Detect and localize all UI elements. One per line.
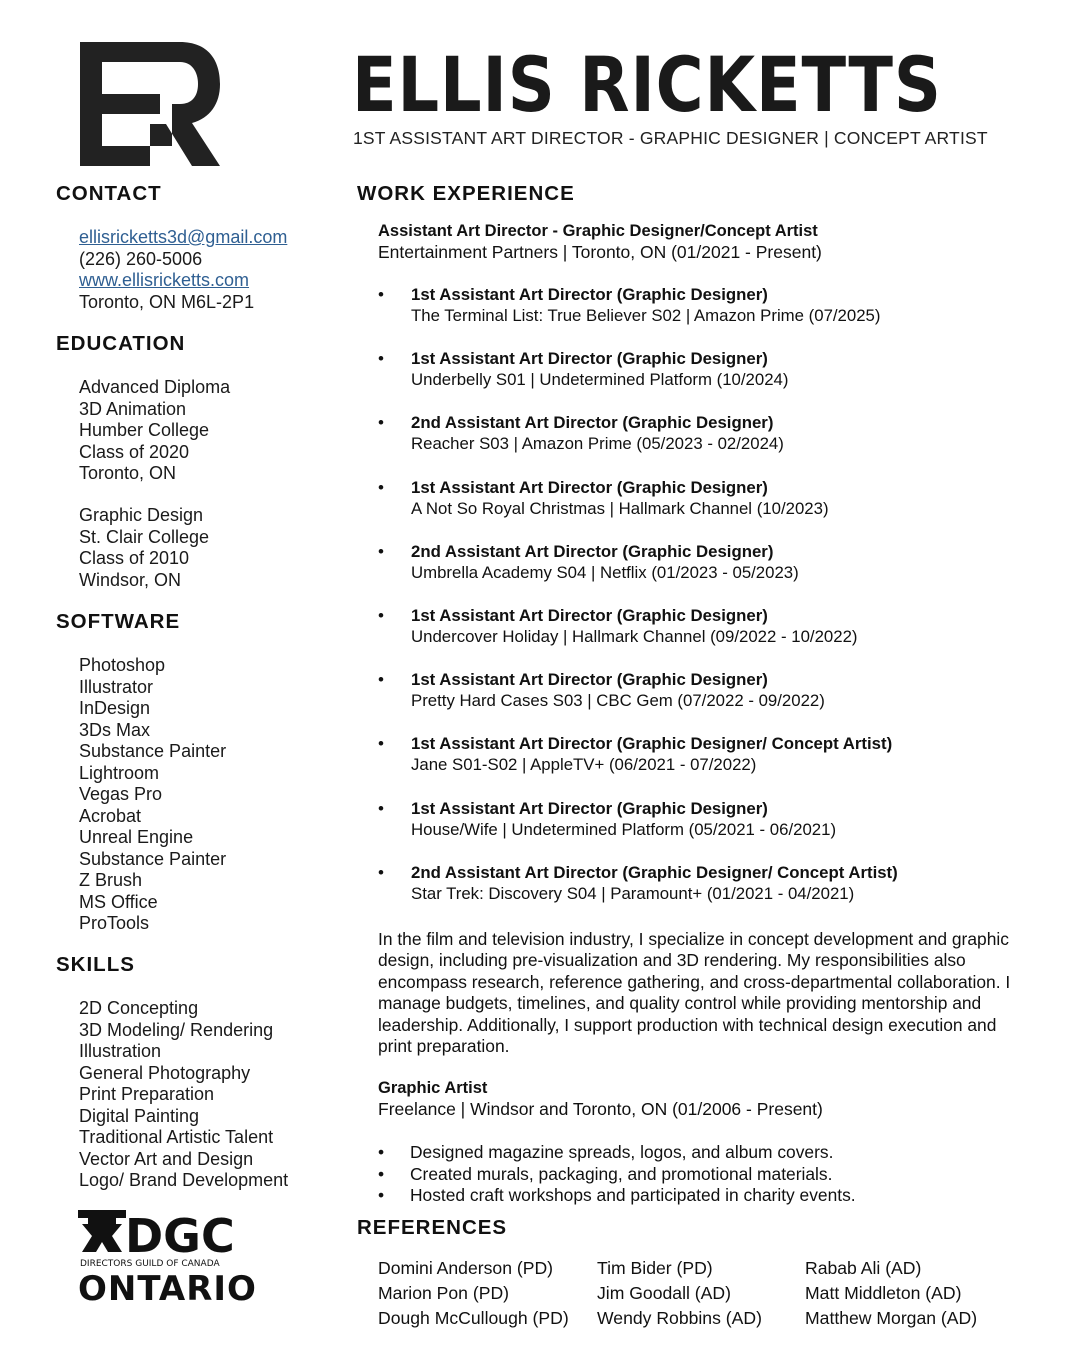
education-entry-1	[79, 377, 230, 485]
dgc-ontario-logo	[78, 1206, 258, 1302]
reference-item: Matt Middleton (AD)	[805, 1283, 962, 1303]
bullet-icon: •	[378, 349, 384, 369]
bullet-icon: •	[378, 798, 384, 818]
phone-number: (226) 260-5006	[79, 248, 203, 269]
bullet-icon: •	[378, 734, 384, 754]
second-role-title: Graphic Artist	[378, 1079, 488, 1097]
software-item: Z Brush	[79, 870, 143, 890]
education-heading: EDUCATION	[56, 332, 186, 355]
contact-heading: CONTACT	[56, 182, 162, 205]
bullet-icon: •	[378, 606, 384, 625]
software-item: Illustrator	[79, 676, 154, 697]
education-line: 3D Animation	[79, 398, 187, 419]
dgc-small-text: DIRECTORS GUILD OF CANADA	[80, 1259, 220, 1269]
credit-title: 2nd Assistant Art Director (Graphic Designer/ Concept Artist)	[411, 862, 898, 882]
credit-title: 1st Assistant Art Director (Graphic Designer)	[411, 285, 768, 304]
list-item: • Created murals, packaging, and promotional materials.	[378, 1163, 833, 1184]
credit-detail: Pretty Hard Cases S03 | CBC Gem (07/2022 - 09/2022)	[411, 691, 825, 711]
skills-heading: SKILLS	[56, 953, 135, 976]
software-item: Substance Painter	[79, 741, 227, 761]
work-experience-heading: WORK EXPERIENCE	[357, 182, 575, 205]
credit-title: 1st Assistant Art Director (Graphic Designer)	[411, 670, 768, 690]
software-item: Vegas Pro	[79, 784, 163, 804]
dgc-region: ONTARIO	[78, 1269, 257, 1302]
freelance-bullets	[378, 1142, 856, 1207]
credit-title: 1st Assistant Art Director (Graphic Designer)	[411, 349, 768, 369]
credit-detail: Star Trek: Discovery S04 | Paramount+ (01/2021 - 04/2021)	[411, 883, 855, 903]
credit-title: 2nd Assistant Art Director (Graphic Designer)	[411, 413, 774, 433]
education-line: Class of 2020	[79, 441, 190, 462]
bullet-icon: •	[378, 862, 384, 882]
skill-item: Print Preparation	[79, 1084, 215, 1104]
credit-detail: Undercover Holiday | Hallmark Channel (09/2022 - 10/2022)	[411, 627, 858, 646]
credit-detail: Umbrella Academy S04 | Netflix (01/2023 - 05/2023)	[411, 562, 799, 582]
software-item: InDesign	[79, 698, 151, 718]
email-link[interactable]: ellisricketts3d@gmail.com	[79, 227, 288, 247]
credit-detail: Underbelly S01 | Undetermined Platform (10/2024)	[411, 370, 789, 390]
applicant-name: ELLIS RICKETTS	[352, 40, 942, 129]
credit-title: 2nd Assistant Art Director (Graphic Designer)	[411, 541, 774, 561]
summary-paragraph: In the film and television industry, I specialize in concept development and graphic design, including pre-visualization and 3D rendering. My responsibilities also encompass research, reference gathering, and cross-departmental collaboration. I manage budgets, timelines, and quality control while providing mentorship and leadership. Additionally, I support production with technical design execution and print preparation.	[378, 929, 1011, 1057]
reference-item: Tim Bider (PD)	[597, 1258, 713, 1278]
job-title-subtitle: 1ST ASSISTANT ART DIRECTOR - GRAPHIC DESIGNER | CONCEPT ARTIST	[353, 128, 988, 148]
bullet-icon: •	[378, 285, 384, 304]
credit-title: 1st Assistant Art Director (Graphic Designer/ Concept Artist)	[411, 734, 893, 754]
skill-item: General Photography	[79, 1062, 251, 1083]
credit-title: 1st Assistant Art Director (Graphic Designer)	[411, 606, 768, 625]
location: Toronto, ON M6L-2P1	[79, 291, 255, 312]
software-item: MS Office	[79, 891, 158, 912]
references-heading: REFERENCES	[357, 1216, 508, 1239]
references-column	[597, 1256, 762, 1331]
second-role-company: Freelance | Windsor and Toronto, ON (01/2006 - Present)	[378, 1099, 823, 1119]
software-item: 3Ds Max	[79, 719, 151, 740]
list-item: • Designed magazine spreads, logos, and album covers.	[378, 1142, 834, 1162]
credit-detail: A Not So Royal Christmas | Hallmark Channel (10/2023)	[411, 498, 829, 518]
credit-detail: The Terminal List: True Believer S02 | Amazon Prime (07/2025)	[411, 306, 881, 325]
education-line: Graphic Design	[79, 505, 204, 525]
skill-item: Illustration	[79, 1041, 162, 1061]
skill-item: Digital Painting	[79, 1105, 200, 1126]
education-line: St. Clair College	[79, 526, 210, 547]
software-item: Lightroom	[79, 762, 160, 783]
skill-item: Logo/ Brand Development	[79, 1170, 289, 1190]
education-line: Toronto, ON	[79, 463, 177, 483]
credit-title: 1st Assistant Art Director (Graphic Designer)	[411, 798, 768, 818]
bullet-icon: •	[378, 670, 384, 690]
main-role-company: Entertainment Partners | Toronto, ON (01/2021 - Present)	[378, 242, 822, 262]
education-entry-2	[79, 505, 209, 591]
software-item: Substance Painter	[79, 848, 227, 869]
list-item: • Hosted craft workshops and participated in charity events.	[378, 1185, 856, 1206]
er-monogram-logo	[80, 42, 220, 166]
bullet-icon: •	[378, 477, 384, 497]
education-line: Windsor, ON	[79, 569, 182, 590]
software-item: Acrobat	[79, 805, 142, 826]
reference-item: Marion Pon (PD)	[378, 1283, 510, 1303]
credit-detail: House/Wife | Undetermined Platform (05/2021 - 06/2021)	[411, 819, 837, 839]
reference-item: Dough McCullough (PD)	[378, 1308, 569, 1328]
references-column	[805, 1256, 977, 1331]
education-line: Advanced Diploma	[79, 377, 231, 397]
contact-block	[79, 227, 287, 313]
software-item: Unreal Engine	[79, 827, 194, 847]
credit-title: 1st Assistant Art Director (Graphic Designer)	[411, 477, 768, 497]
skills-list	[79, 998, 288, 1192]
website-link[interactable]: www.ellisricketts.com	[79, 270, 250, 290]
software-item: ProTools	[79, 913, 150, 933]
credit-detail: Reacher S03 | Amazon Prime (05/2023 - 02/2024)	[411, 434, 784, 454]
skill-item: 3D Modeling/ Rendering	[79, 1019, 274, 1040]
bullet-icon: •	[378, 541, 384, 561]
skill-item: 2D Concepting	[79, 998, 199, 1018]
dgc-mark: DGC	[125, 1209, 235, 1263]
skill-item: Traditional Artistic Talent	[79, 1127, 274, 1147]
references-column	[378, 1256, 569, 1331]
reference-item: Jim Goodall (AD)	[597, 1283, 731, 1303]
main-role-title: Assistant Art Director - Graphic Designer/Concept Artist	[378, 222, 818, 240]
education-line: Humber College	[79, 420, 210, 440]
bullet-icon: •	[378, 413, 384, 433]
education-line: Class of 2010	[79, 548, 190, 568]
software-list	[79, 655, 226, 935]
software-item: Photoshop	[79, 655, 166, 675]
reference-item: Wendy Robbins (AD)	[597, 1308, 762, 1328]
software-heading: SOFTWARE	[56, 610, 181, 633]
reference-item: Matthew Morgan (AD)	[805, 1308, 978, 1328]
reference-item: Rabab Ali (AD)	[805, 1258, 922, 1278]
skill-item: Vector Art and Design	[79, 1148, 254, 1169]
reference-item: Domini Anderson (PD)	[378, 1258, 554, 1278]
credit-detail: Jane S01-S02 | AppleTV+ (06/2021 - 07/2022)	[411, 755, 757, 775]
